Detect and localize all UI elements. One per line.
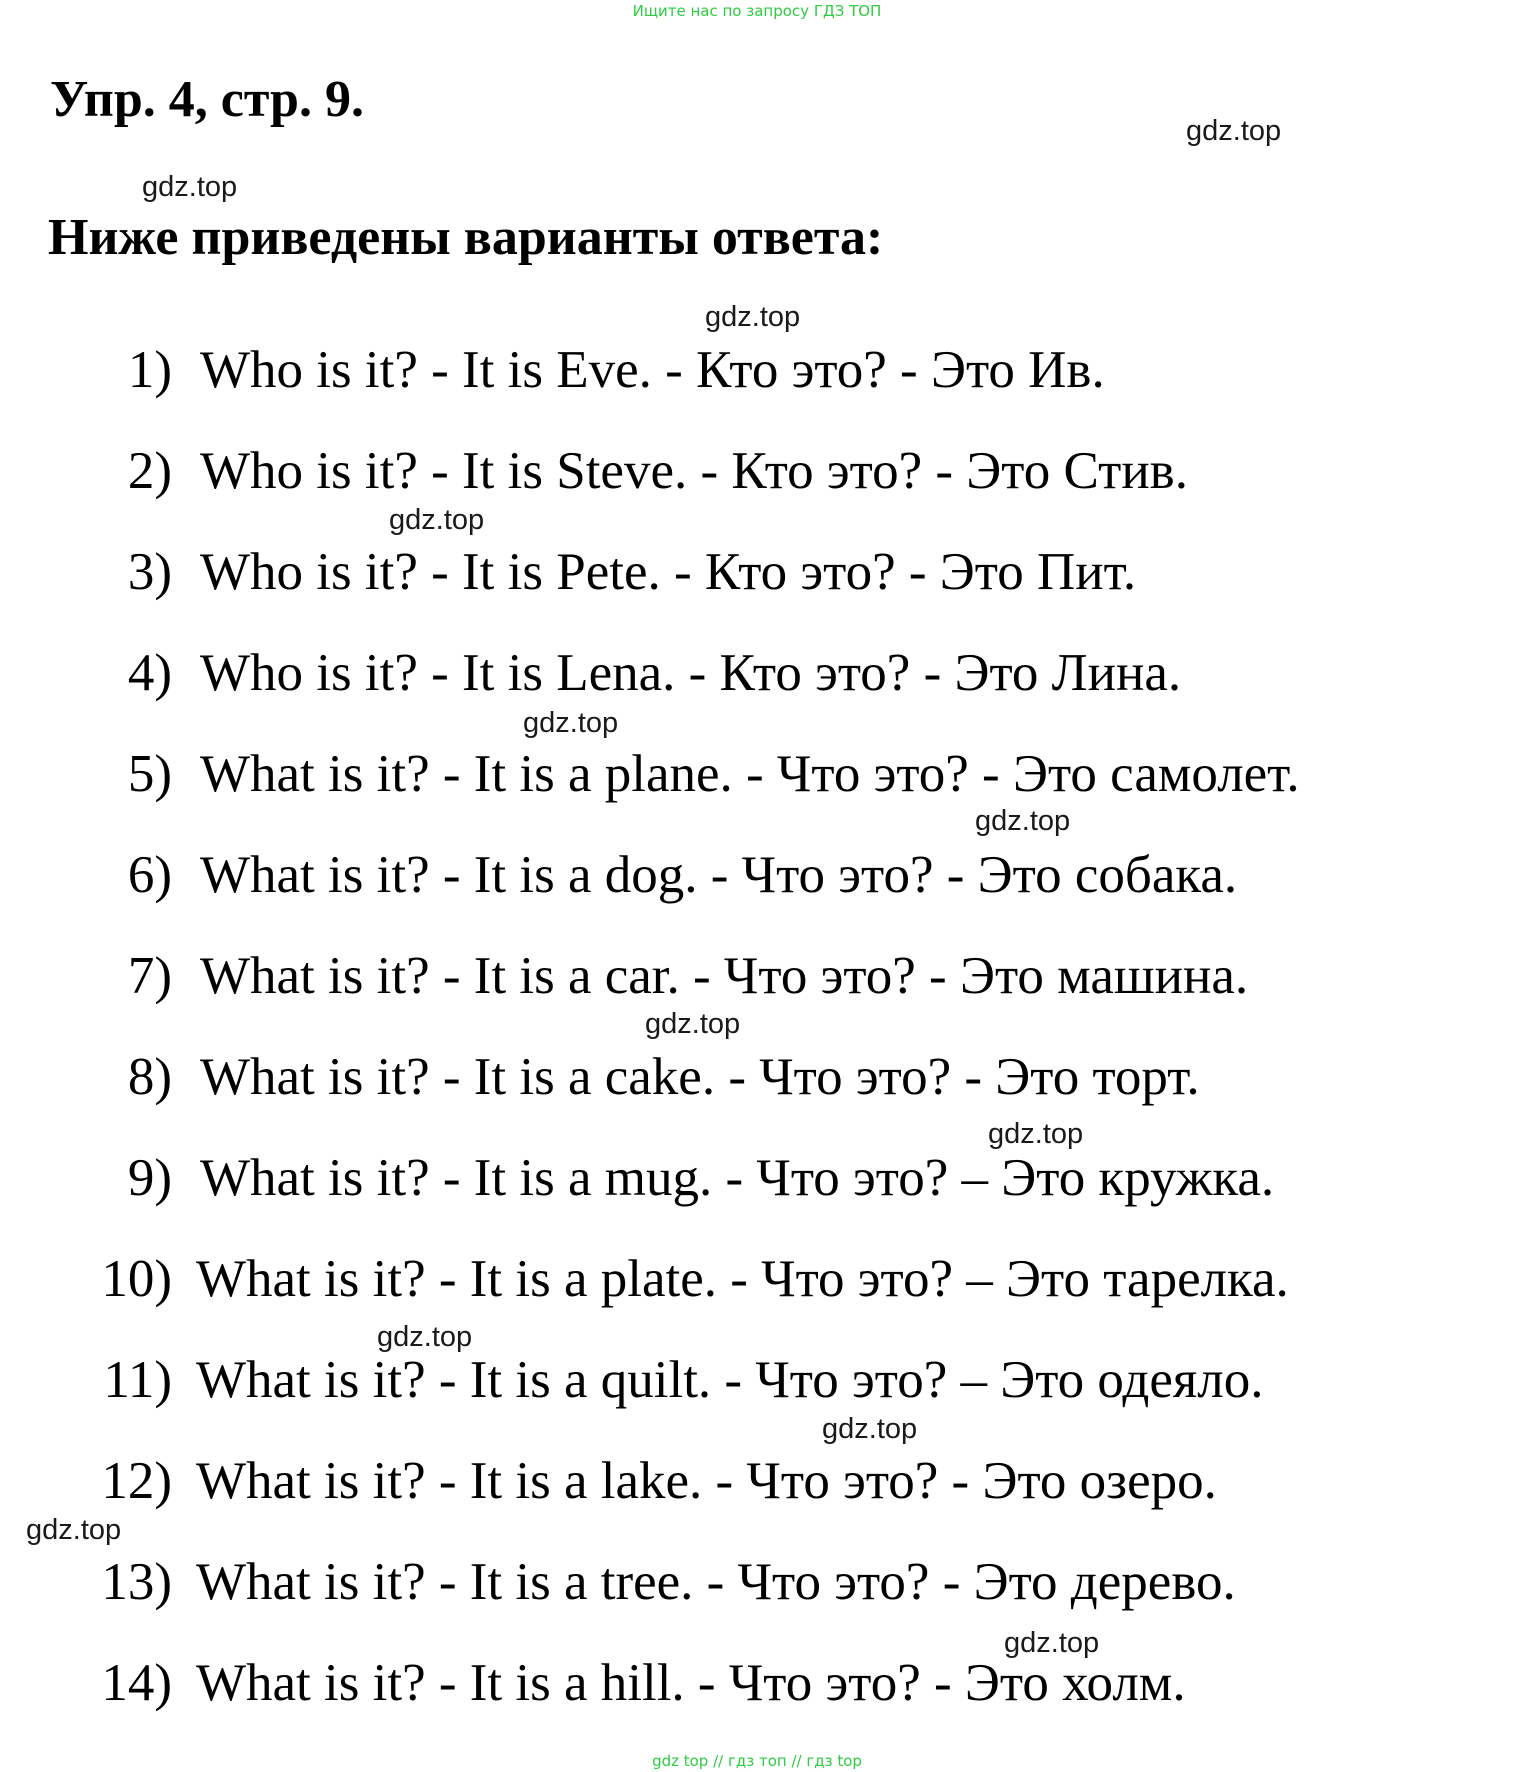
answer-item (0, 441, 1514, 542)
watermark: gdz.top (975, 805, 1071, 837)
answer-number: 12) (101, 1452, 172, 1510)
answer-text: What is it? - It is a mug. - Что это? – Это кружка. (200, 1149, 1275, 1207)
answer-item (0, 1350, 1514, 1451)
answer-text: What is it? - It is a cake. - Что это? - Это торт. (200, 1048, 1200, 1106)
answers-heading: Ниже приведены варианты ответа: (48, 209, 884, 266)
answer-item (0, 946, 1514, 1047)
header-search-note: Ищите нас по запросу ГДЗ ТОП (632, 2, 882, 20)
answer-number: 14) (101, 1654, 172, 1712)
answer-text: Who is it? - It is Lena. - Кто это? - Это Лина. (200, 644, 1182, 702)
watermark: gdz.top (1004, 1627, 1100, 1659)
answer-number: 4) (127, 644, 172, 702)
watermark: gdz.top (26, 1514, 122, 1546)
answer-number: 13) (101, 1553, 172, 1611)
watermark: gdz.top (645, 1008, 741, 1040)
answer-item (0, 744, 1514, 845)
answer-number: 8) (127, 1048, 172, 1106)
answer-number: 7) (127, 947, 172, 1005)
watermark: gdz.top (142, 171, 238, 203)
answer-number: 5) (127, 745, 172, 803)
answer-item (0, 1047, 1514, 1148)
watermark: gdz.top (389, 504, 485, 536)
exercise-title: Упр. 4, стр. 9. (50, 71, 364, 128)
answer-number: 1) (127, 341, 172, 399)
answer-item (0, 1148, 1514, 1249)
answer-number: 2) (127, 442, 172, 500)
answer-text: What is it? - It is a hill. - Что это? - Это холм. (196, 1654, 1186, 1712)
answer-text: What is it? - It is a plate. - Что это? – Это тарелка. (196, 1250, 1289, 1308)
answer-item (0, 1653, 1514, 1754)
answer-item (0, 542, 1514, 643)
answer-number: 9) (127, 1149, 172, 1207)
answer-item (0, 845, 1514, 946)
answer-item (0, 643, 1514, 744)
watermark: gdz.top (1186, 115, 1282, 147)
answer-text: Who is it? - It is Pete. - Кто это? - Это Пит. (200, 543, 1137, 601)
answer-text: What is it? - It is a quilt. - Что это? – Это одеяло. (196, 1351, 1264, 1409)
answer-text: What is it? - It is a dog. - Что это? - Это собака. (200, 846, 1238, 904)
answer-number: 11) (103, 1351, 172, 1409)
answer-number: 3) (127, 543, 172, 601)
answer-text: What is it? - It is a lake. - Что это? - Это озеро. (196, 1452, 1217, 1510)
answer-text: Who is it? - It is Steve. - Кто это? - Это Стив. (200, 442, 1188, 500)
watermark: gdz.top (523, 707, 619, 739)
answer-text: Who is it? - It is Eve. - Кто это? - Это Ив. (200, 341, 1105, 399)
footer-note: gdz top // гдз топ // гдз top (652, 1752, 862, 1770)
answer-item (0, 1249, 1514, 1350)
answer-number: 10) (101, 1250, 172, 1308)
answer-text: What is it? - It is a plane. - Что это? - Это самолет. (200, 745, 1300, 803)
answer-list (0, 340, 1514, 1754)
answer-text: What is it? - It is a car. - Что это? - Это машина. (200, 947, 1249, 1005)
watermark: gdz.top (822, 1413, 918, 1445)
answer-number: 6) (127, 846, 172, 904)
answer-item (0, 1552, 1514, 1653)
answer-item (0, 1451, 1514, 1552)
watermark: gdz.top (377, 1321, 473, 1353)
answer-text: What is it? - It is a tree. - Что это? - Это дерево. (196, 1553, 1236, 1611)
answer-item (0, 340, 1514, 441)
watermark: gdz.top (705, 301, 801, 333)
watermark: gdz.top (988, 1118, 1084, 1150)
